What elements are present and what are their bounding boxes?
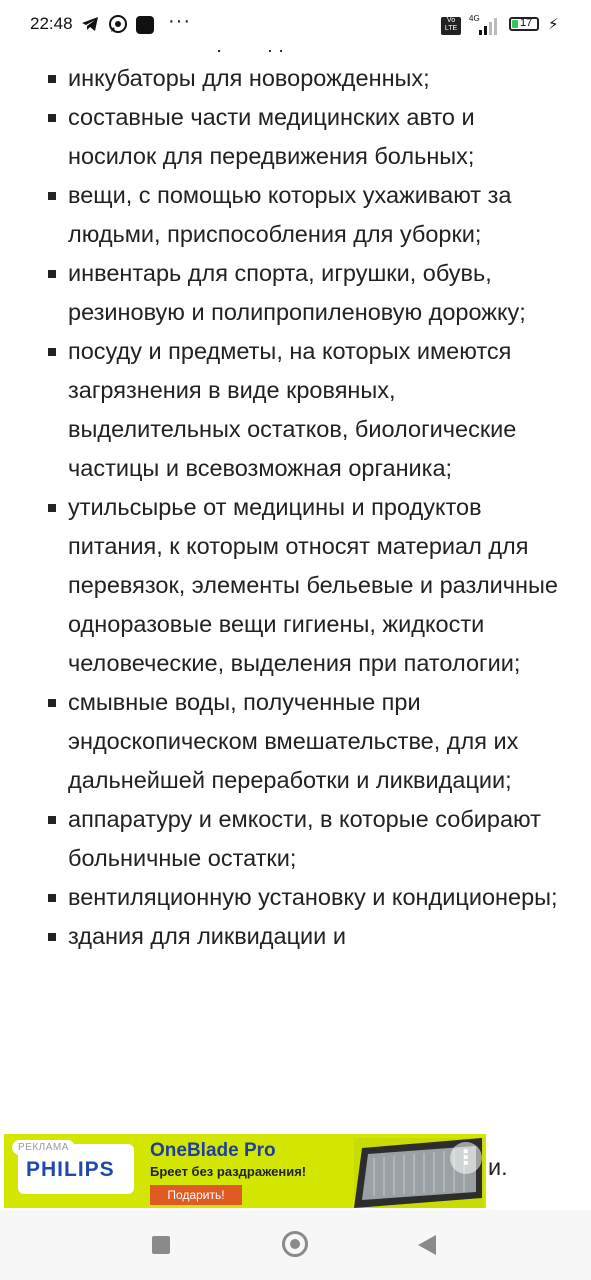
list-item bbox=[0, 98, 591, 176]
list-item-text: здания для ликвидации и bbox=[68, 923, 346, 949]
list-item-text: смывные воды, полученные при эндоскопическом вмешательстве, для их дальнейшей переработки и ликвидации; bbox=[68, 689, 519, 793]
bullet-marker bbox=[48, 894, 56, 902]
home-icon[interactable] bbox=[282, 1231, 308, 1257]
list-item bbox=[0, 683, 591, 800]
list-item bbox=[0, 254, 591, 332]
bullet-marker bbox=[48, 816, 56, 824]
list-item-text: утильсырье от медицины и продуктов питания, к которым относят материал для перевязок, элементы бельевые и различные одноразовые вещи гигиены, жидкости человеческие, выделения при патологии; bbox=[68, 494, 558, 676]
status-bar bbox=[0, 0, 591, 50]
whatsapp-icon bbox=[108, 14, 128, 34]
home-icon-inner bbox=[290, 1239, 300, 1249]
bullet-marker bbox=[48, 75, 56, 83]
list-item bbox=[0, 332, 591, 488]
list-item bbox=[0, 176, 591, 254]
ad-subtitle: Бреет без раздражения! bbox=[150, 1164, 307, 1179]
telegram-icon bbox=[80, 14, 100, 34]
bullet-marker bbox=[48, 192, 56, 200]
recents-icon[interactable] bbox=[152, 1236, 170, 1254]
list-item-text: посуду и предметы, на которых имеются загрязнения в виде кровяных, выделительных остатков, биологические частицы и всевозможная органика; bbox=[68, 338, 517, 481]
ad-cta-button[interactable]: Подарить! bbox=[150, 1185, 242, 1205]
ad-banner[interactable] bbox=[4, 1134, 486, 1208]
more-notifications-icon: ··· bbox=[168, 10, 191, 32]
list-item bbox=[0, 488, 591, 683]
ad-label-badge: РЕКЛАМА bbox=[12, 1140, 75, 1155]
status-time: 22:48 bbox=[30, 14, 73, 33]
list-item-text: вентиляционную установку и кондиционеры; bbox=[68, 884, 558, 910]
bullet-marker bbox=[48, 270, 56, 278]
list-item-text: инкубаторы для новорожденных; bbox=[68, 65, 430, 91]
bullet-marker bbox=[48, 114, 56, 122]
ad-options-button[interactable]: ⋮ bbox=[450, 1142, 482, 1174]
charging-icon: ⚡ bbox=[548, 16, 559, 33]
list-item-text: вещи, с помощью которых ухаживают за людьми, приспособления для уборки; bbox=[68, 182, 512, 247]
network-type-label: 4G bbox=[469, 14, 480, 23]
volte-icon: Vo LTE bbox=[441, 17, 461, 35]
bullet-list bbox=[0, 20, 591, 956]
bullet-marker bbox=[48, 504, 56, 512]
battery-icon bbox=[509, 17, 539, 31]
ad-title: OneBlade Pro bbox=[150, 1140, 276, 1161]
trailing-text: и. bbox=[488, 1154, 508, 1180]
signal-icon bbox=[466, 14, 502, 36]
bullet-marker bbox=[48, 699, 56, 707]
app-notification-icon bbox=[136, 16, 154, 34]
philips-logo: PHILIPS bbox=[26, 1158, 115, 1181]
list-item bbox=[0, 917, 591, 956]
list-item bbox=[0, 878, 591, 917]
battery-fill bbox=[512, 20, 518, 28]
article-content bbox=[0, 20, 591, 956]
list-item-text: составные части медицинских авто и носилок для передвижения больных; bbox=[68, 104, 475, 169]
list-item-text: аппаратуру и емкости, в которые собирают больничные остатки; bbox=[68, 806, 541, 871]
bullet-marker bbox=[48, 933, 56, 941]
list-item-text: инвентарь для спорта, игрушки, обувь, резиновую и полипропиленовую дорожку; bbox=[68, 260, 526, 325]
list-item bbox=[0, 59, 591, 98]
list-item bbox=[0, 800, 591, 878]
back-icon[interactable] bbox=[418, 1235, 436, 1255]
system-navigation-bar bbox=[0, 1210, 591, 1280]
battery-level: 17 bbox=[520, 17, 533, 29]
bullet-marker bbox=[48, 348, 56, 356]
